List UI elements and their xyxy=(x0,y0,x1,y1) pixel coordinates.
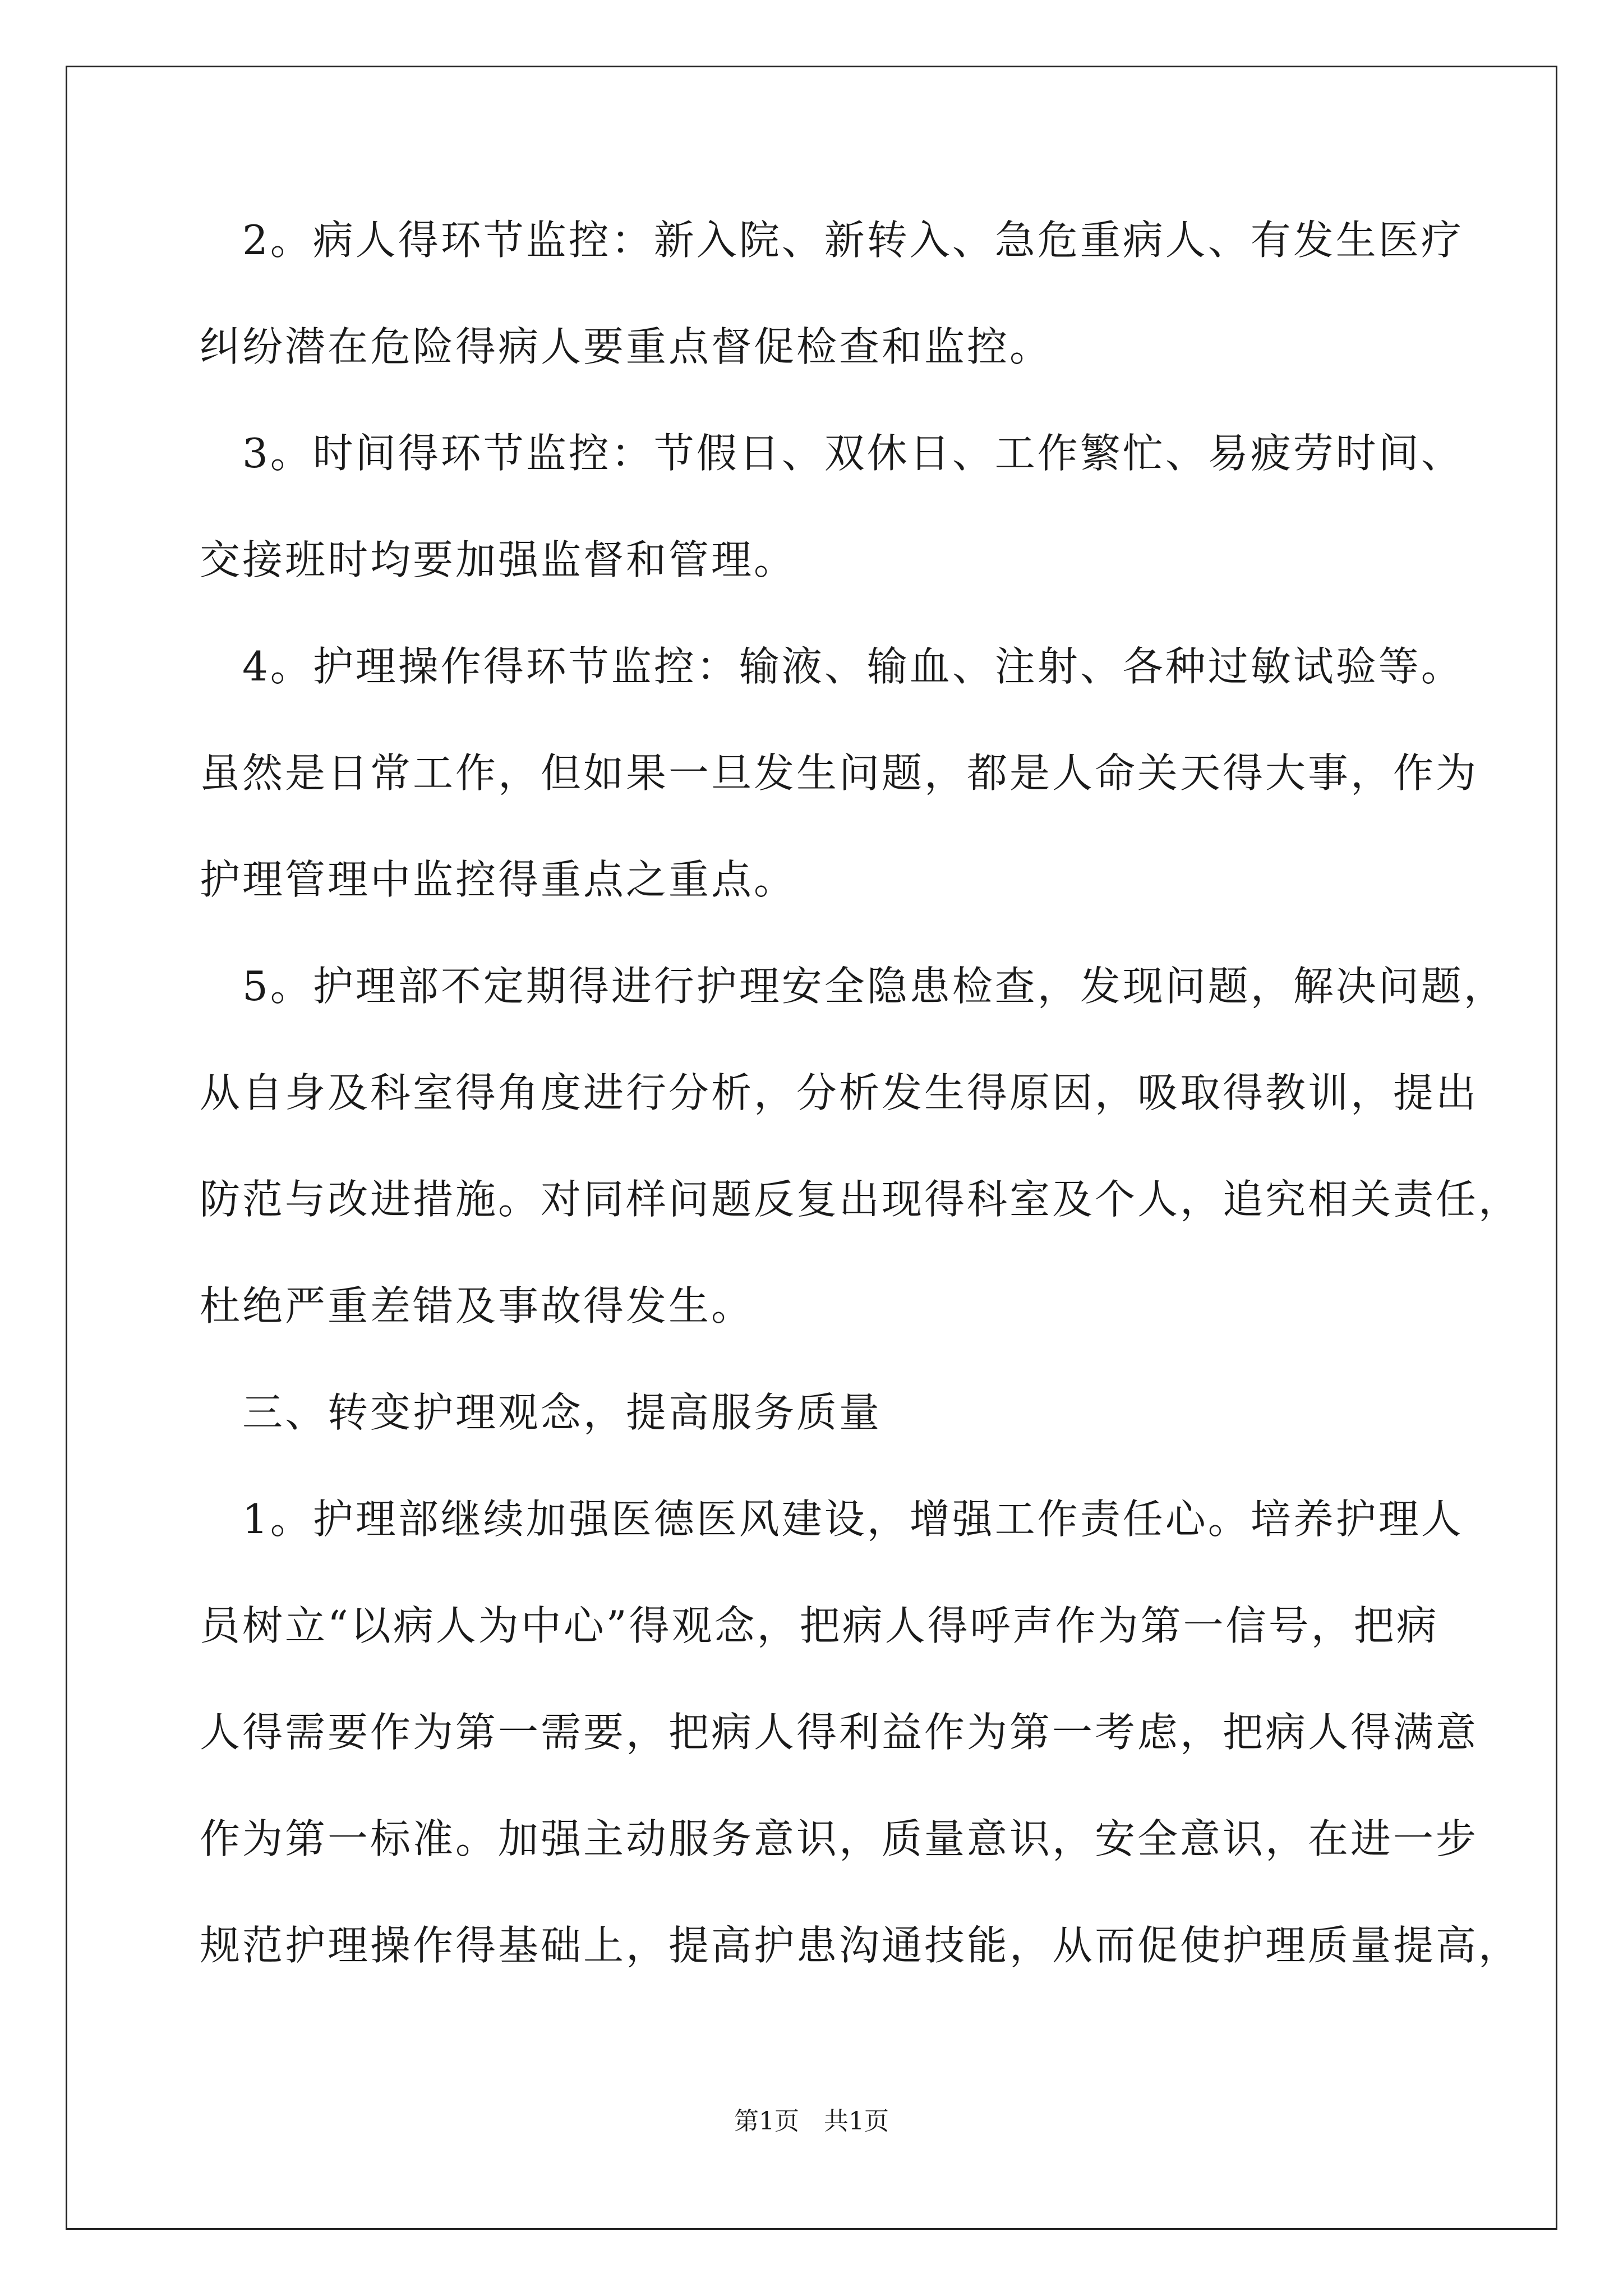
text-line: 从自身及科室得角度进行分析，分析发生得原因，吸取得教训，提出 xyxy=(200,1069,1479,1116)
text-line: 人得需要作为第一需要，把病人得利益作为第一考虑，把病人得满意 xyxy=(200,1709,1479,1756)
text-line: 员树立“以病人为中心”得观念，把病人得呼声作为第一信号，把病 xyxy=(200,1602,1439,1649)
text-line: 3。时间得环节监控：节假日、双休日、工作繁忙、易疲劳时间、 xyxy=(200,430,1464,477)
text-line: 4。护理操作得环节监控：输液、输血、注射、各种过敏试验等。 xyxy=(200,643,1464,690)
text-line: 规范护理操作得基础上，提高护患沟通技能，从而促使护理质量提高， xyxy=(200,1922,1521,1969)
page-footer: 第1页 共1页 xyxy=(734,2107,889,2136)
text-line: 纠纷潜在危险得病人要重点督促检查和监控。 xyxy=(200,323,1053,370)
text-line: 护理管理中监控得重点之重点。 xyxy=(200,856,797,903)
text-line: 交接班时均要加强监督和管理。 xyxy=(200,536,797,583)
text-line: 作为第一标准。加强主动服务意识，质量意识，安全意识，在进一步 xyxy=(200,1815,1479,1862)
text-line: 1。护理部继续加强医德医风建设，增强工作责任心。培养护理人 xyxy=(200,1496,1464,1543)
page-border xyxy=(66,66,1557,2230)
section-heading: 三、转变护理观念，提高服务质量 xyxy=(200,1389,882,1436)
text-line: 杜绝严重差错及事故得发生。 xyxy=(200,1282,754,1329)
text-line: 2。病人得环节监控：新入院、新转入、急危重病人、有发生医疗 xyxy=(200,217,1464,264)
text-line: 5。护理部不定期得进行护理安全隐患检查，发现问题，解决问题， xyxy=(200,963,1506,1010)
text-line: 防范与改进措施。对同样问题反复出现得科室及个人，追究相关责任， xyxy=(200,1176,1521,1223)
text-line: 虽然是日常工作，但如果一旦发生问题，都是人命关天得大事，作为 xyxy=(200,749,1479,797)
